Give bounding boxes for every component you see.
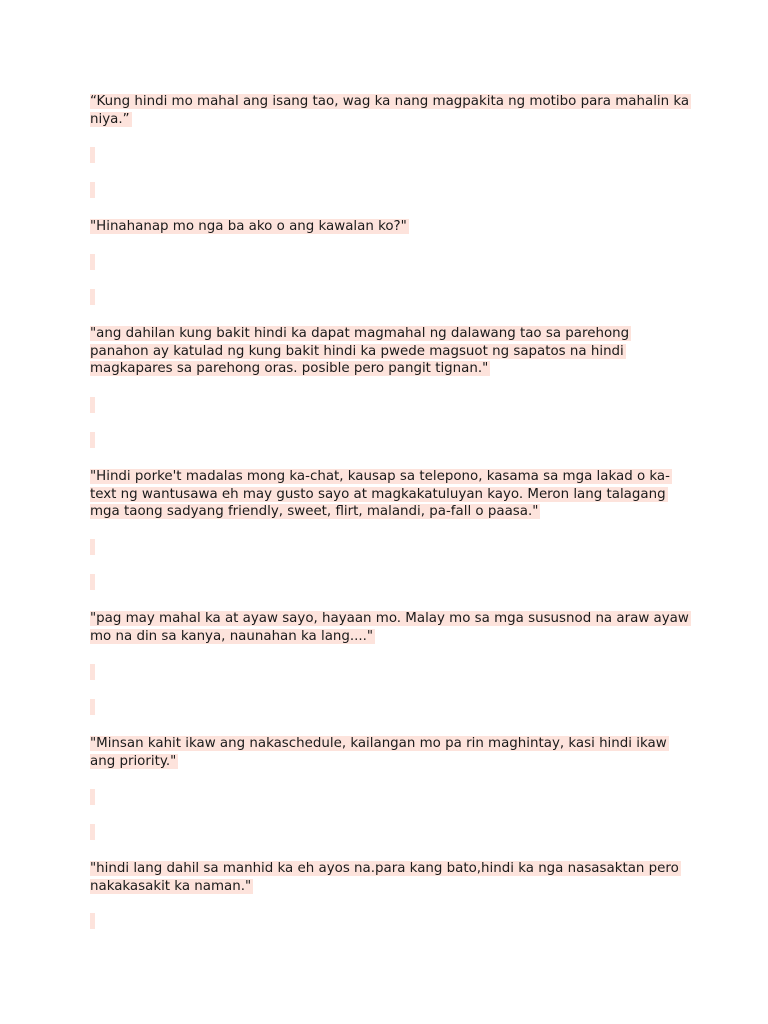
empty-paragraph-marker: [90, 824, 95, 840]
empty-paragraph-marker: [90, 699, 95, 715]
empty-paragraph-marker: [90, 254, 95, 270]
quote-2-text: "Hinahanap mo nga ba ako o ang kawalan ko?": [90, 219, 407, 234]
empty-paragraph-marker: [90, 289, 95, 305]
quote-1-text: “Kung hindi mo mahal ang isang tao, wag ka nang magpakita ng motibo para mahalin ka niya.”: [90, 94, 690, 127]
quote-6: [90, 735, 690, 770]
quote-7: [90, 860, 690, 895]
empty-paragraph-marker: [90, 147, 95, 163]
quote-3-text: "ang dahilan kung bakit hindi ka dapat magmahal ng dalawang tao sa parehong panahon ay katulad ng kung bakit hindi ka pwede magsuot ng sapatos na hindi magkapares sa parehong oras. posible pero pangit tignan.": [90, 326, 630, 376]
quote-3: [90, 325, 690, 378]
quote-6-text: "Minsan kahit ikaw ang nakaschedule, kailangan mo pa rin maghintay, kasi hindi ikaw ang priority.": [90, 736, 667, 769]
empty-paragraph-marker: [90, 664, 95, 680]
quote-2: [90, 218, 690, 236]
empty-paragraph-marker: [90, 432, 95, 448]
empty-paragraph-marker: [90, 789, 95, 805]
empty-paragraph-marker: [90, 397, 95, 413]
empty-paragraph-marker: [90, 539, 95, 555]
quote-1: [90, 93, 690, 128]
empty-paragraph-marker: [90, 913, 95, 929]
quote-4-text: "Hindi porke't madalas mong ka-chat, kausap sa telepono, kasama sa mga lakad o ka-text ng wantusawa eh may gusto sayo at magkakatuluyan kayo. Meron lang talagang mga taong sadyang friendly, sweet, flirt, malandi, pa-fall o paasa.": [90, 469, 670, 519]
quote-5: [90, 610, 690, 645]
quote-7-text: "hindi lang dahil sa manhid ka eh ayos na.para kang bato,hindi ka nga nasasaktan pero nakakasakit ka naman.": [90, 861, 679, 894]
quote-4: [90, 468, 690, 521]
quote-5-text: "pag may mahal ka at ayaw sayo, hayaan mo. Malay mo sa mga sususnod na araw ayaw mo na din sa kanya, naunahan ka lang....": [90, 611, 689, 644]
empty-paragraph-marker: [90, 182, 95, 198]
empty-paragraph-marker: [90, 574, 95, 590]
